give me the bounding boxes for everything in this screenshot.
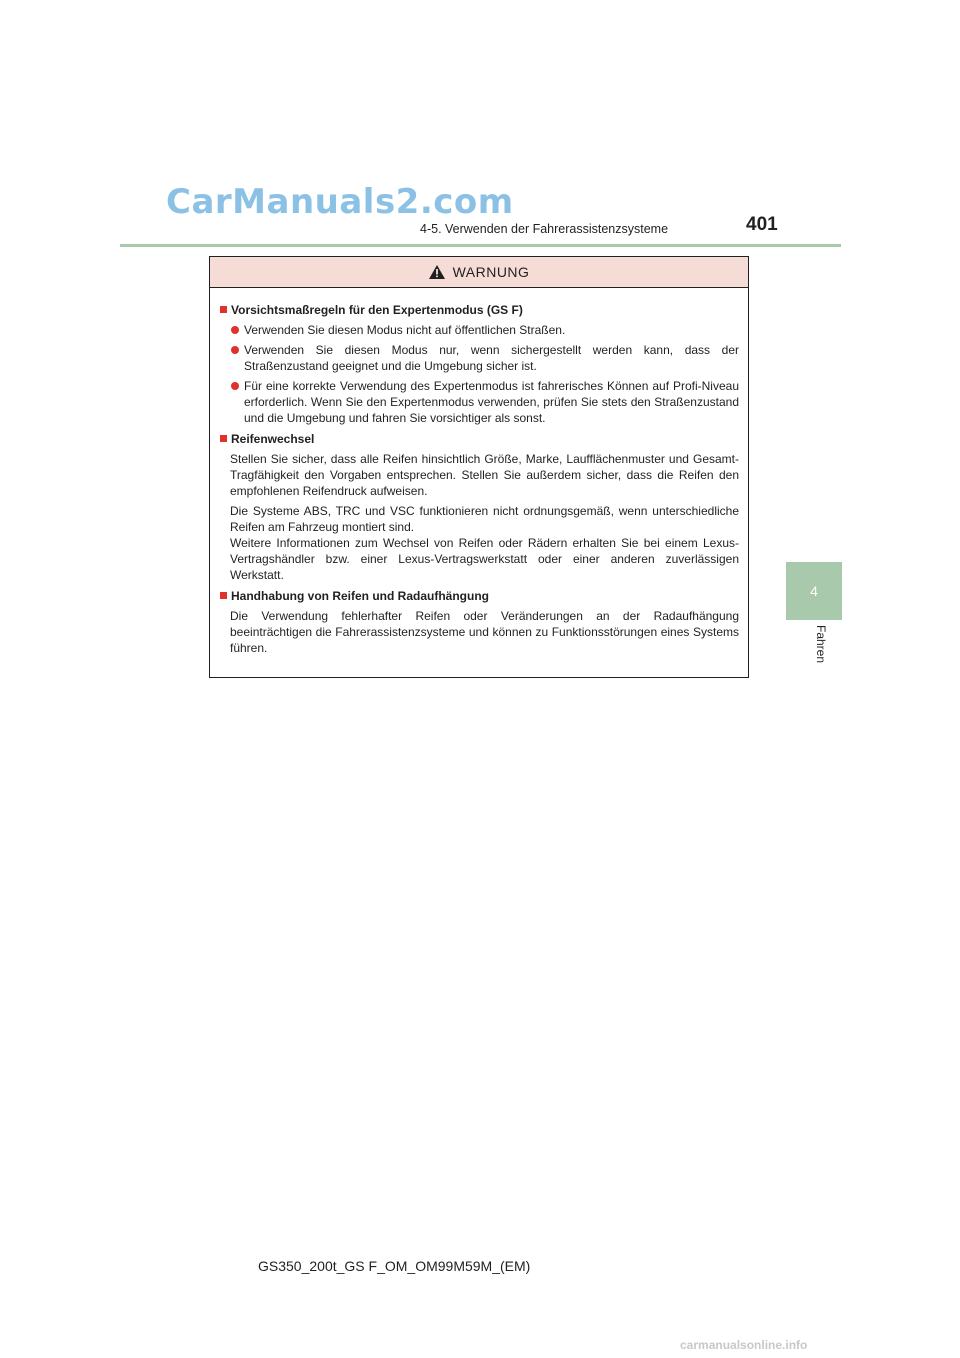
paragraph: Stellen Sie sicher, dass alle Reifen hinsichtlich Größe, Marke, Laufflächenmuster und Gesamt-Tragfähigkeit den Vorgaben entsprechen. Stellen Sie außerdem sicher, dass die Reifen den empfohlenen Reifendruck aufweisen.: [230, 452, 739, 498]
square-bullet-icon: [220, 592, 227, 599]
section-tires-suspension: [220, 588, 739, 656]
watermark-logo-top: CarManuals2.com: [166, 182, 514, 222]
paragraph: Weitere Informationen zum Wechsel von Reifen oder Rädern erhalten Sie bei einem Lexus-Vertragshändler bzw. einer Lexus-Vertragswerkstatt oder einer anderen zuverlässigen Werkstatt.: [230, 536, 739, 582]
section-heading: [220, 588, 739, 604]
section-expert-mode: [220, 302, 739, 426]
bullet-dot-icon: [231, 346, 239, 354]
bullet-dot-icon: [231, 382, 239, 390]
warning-body: [210, 288, 748, 656]
list-item-text: Für eine korrekte Verwendung des Expertenmodus ist fahrerisches Können auf Profi-Niveau erforderlich. Wenn Sie den Expertenmodus verwenden, prüfen Sie stets den Straßenzustand und die Umgebung und fahren Sie vorsichtiger als sonst.: [244, 379, 739, 425]
list-item: [231, 322, 739, 338]
chapter-tab[interactable]: [786, 562, 842, 620]
list-item-text: Verwenden Sie diesen Modus nicht auf öffentlichen Straßen.: [244, 323, 566, 337]
square-bullet-icon: [220, 435, 227, 442]
section-heading: [220, 302, 739, 318]
section-heading-text: Reifenwechsel: [231, 432, 315, 446]
section-tire-change: [220, 431, 739, 583]
section-heading: [220, 431, 739, 447]
warning-header: [210, 257, 748, 288]
model-code-footer: GS350_200t_GS F_OM_OM99M59M_(EM): [258, 1258, 531, 1274]
warning-title: WARNUNG: [452, 264, 530, 280]
paragraph: Die Systeme ABS, TRC und VSC funktionieren nicht ordnungsgemäß, wenn unterschiedliche Reifen am Fahrzeug montiert sind.: [230, 504, 739, 534]
section-heading-text: Vorsichtsmaßregeln für den Expertenmodus (GS F): [231, 303, 523, 317]
page-number: 401: [746, 214, 778, 235]
header-divider: [120, 244, 841, 247]
section-title: 4-5. Verwenden der Fahrerassistenzsysteme: [420, 222, 669, 236]
chapter-label: Fahren: [814, 625, 828, 664]
list-item-text: Verwenden Sie diesen Modus nur, wenn sichergestellt werden kann, dass der Straßenzustand geeignet und die Umgebung sicher ist.: [244, 343, 739, 373]
warning-box: [209, 256, 749, 678]
chapter-number: 4: [810, 583, 818, 599]
watermark-logo-bottom: carmanualsonline.info: [680, 1338, 808, 1352]
warning-triangle-icon: [429, 265, 445, 279]
paragraph: Die Verwendung fehlerhafter Reifen oder Veränderungen an der Radaufhängung beeinträchtigen die Fahrerassistenzsysteme und können zu Funktionsstörungen eines Systems führen.: [230, 609, 739, 655]
bullet-dot-icon: [231, 326, 239, 334]
list-item: [231, 342, 739, 374]
section-heading-text: Handhabung von Reifen und Radaufhängung: [231, 589, 489, 603]
square-bullet-icon: [220, 306, 227, 313]
list-item: [231, 378, 739, 426]
